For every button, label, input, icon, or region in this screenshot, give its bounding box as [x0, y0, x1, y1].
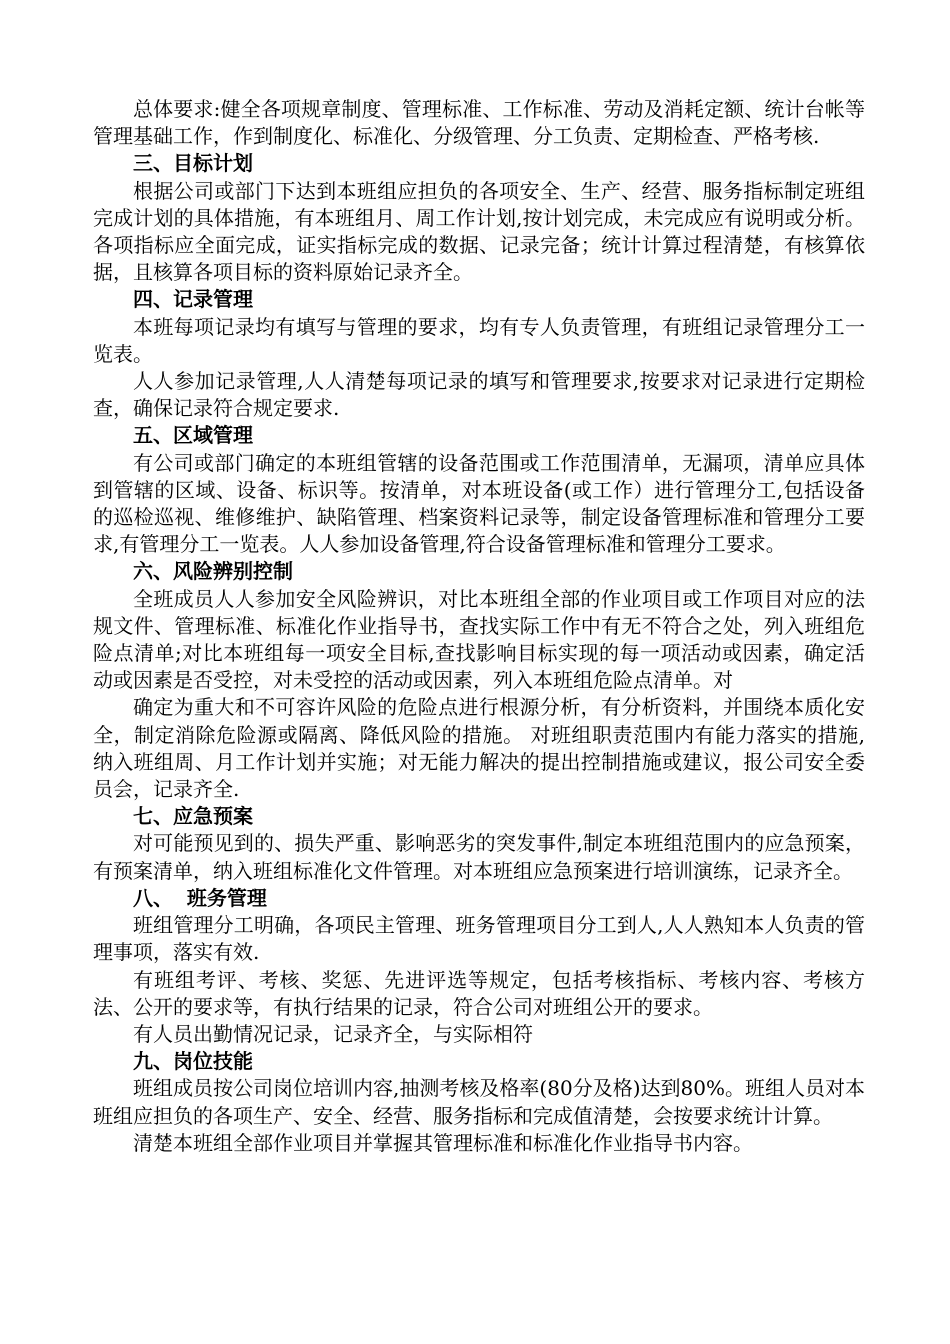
- paragraph-area-management: 有公司或部门确定的本班组管辖的设备范围或工作范围清单，无漏项，清单应具体到管辖的区域、设备、标识等。按清单，对本班设备(或工作）进行管理分工,包括设备的巡检巡视、维修维护、缺陷管理、档案资料记录等，制定设备管理标准和管理分工要求,有管理分工一览表。人人参加设备管理,符合设备管理标准和管理分工要求。: [93, 450, 865, 557]
- heading-emergency-plan: 七、应急预案: [133, 804, 253, 829]
- paragraph-record-management-1: 本班每项记录均有填写与管理的要求，均有专人负责管理，有班组记录管理分工一览表。: [93, 314, 865, 366]
- paragraph-job-skills-1: 班组成员按公司岗位培训内容,抽测考核及格率(80分及格)达到80%。班组人员对本班组应担负的各项生产、安全、经营、服务指标和完成值清楚，会按要求统计计算。: [93, 1076, 865, 1128]
- paragraph-team-affairs-1: 班组管理分工明确，各项民主管理、班务管理项目分工到人,人人熟知本人负责的管理事项，落实有效.: [93, 913, 865, 965]
- heading-team-affairs: 八、 班务管理: [133, 885, 267, 910]
- paragraph-team-affairs-2: 有班组考评、考核、奖惩、先进评选等规定，包括考核指标、考核内容、考核方法、公开的要求等，有执行结果的记录，符合公司对班组公开的要求。: [93, 967, 865, 1019]
- paragraph-target-plan: 根据公司或部门下达到本班组应担负的各项安全、生产、经营、服务指标制定班组完成计划的具体措施，有本班组月、周工作计划,按计划完成，未完成应有说明或分析。各项指标应全面完成，证实指标完成的数据、记录完备；统计计算过程清楚，有核算依据，且核算各项目标的资料原始记录齐全。: [93, 178, 865, 285]
- heading-area-management: 五、区域管理: [133, 423, 253, 448]
- paragraph-emergency-plan: 对可能预见到的、损失严重、影响恶劣的突发事件,制定本班组范围内的应急预案，有预案清单，纳入班组标准化文件管理。对本班组应急预案进行培训演练，记录齐全。: [93, 831, 865, 883]
- paragraph-job-skills-2: 清楚本班组全部作业项目并掌握其管理标准和标准化作业指导书内容。: [133, 1130, 753, 1155]
- heading-record-management: 四、记录管理: [133, 287, 253, 312]
- paragraph-risk-control-1: 全班成员人人参加安全风险辨识，对比本班组全部的作业项目或工作项目对应的法规文件、管理标准、标准化作业指导书，查找实际工作中有无不符合之处，列入班组危险点清单;对比本班组每一项安全目标,查找影响目标实现的每一项活动或因素，确定活动或因素是否受控，对未受控的活动或因素，列入本班组危险点清单。对: [93, 586, 865, 693]
- paragraph-risk-control-2: 确定为重大和不可容许风险的危险点进行根源分析，有分析资料，并围绕本质化安全，制定消除危险源或隔离、降低风险的措施。 对班组职责范围内有能力落实的措施,纳入班组周、月工作计划并实施；对无能力解决的提出控制措施或建议，报公司安全委员会，记录齐全.: [93, 695, 865, 802]
- heading-target-plan: 三、目标计划: [133, 151, 253, 176]
- heading-job-skills: 九、岗位技能: [133, 1049, 253, 1074]
- heading-risk-control: 六、风险辨别控制: [133, 559, 293, 584]
- paragraph-general-requirements: 总体要求:健全各项规章制度、管理标准、工作标准、劳动及消耗定额、统计台帐等管理基础工作，作到制度化、标准化、分级管理、分工负责、定期检查、严格考核.: [93, 97, 865, 149]
- document-page: [93, 96, 865, 1157]
- paragraph-team-affairs-3: 有人员出勤情况记录，记录齐全，与实际相符: [133, 1021, 533, 1046]
- paragraph-record-management-2: 人人参加记录管理,人人清楚每项记录的填写和管理要求,按要求对记录进行定期检查，确保记录符合规定要求.: [93, 369, 865, 421]
